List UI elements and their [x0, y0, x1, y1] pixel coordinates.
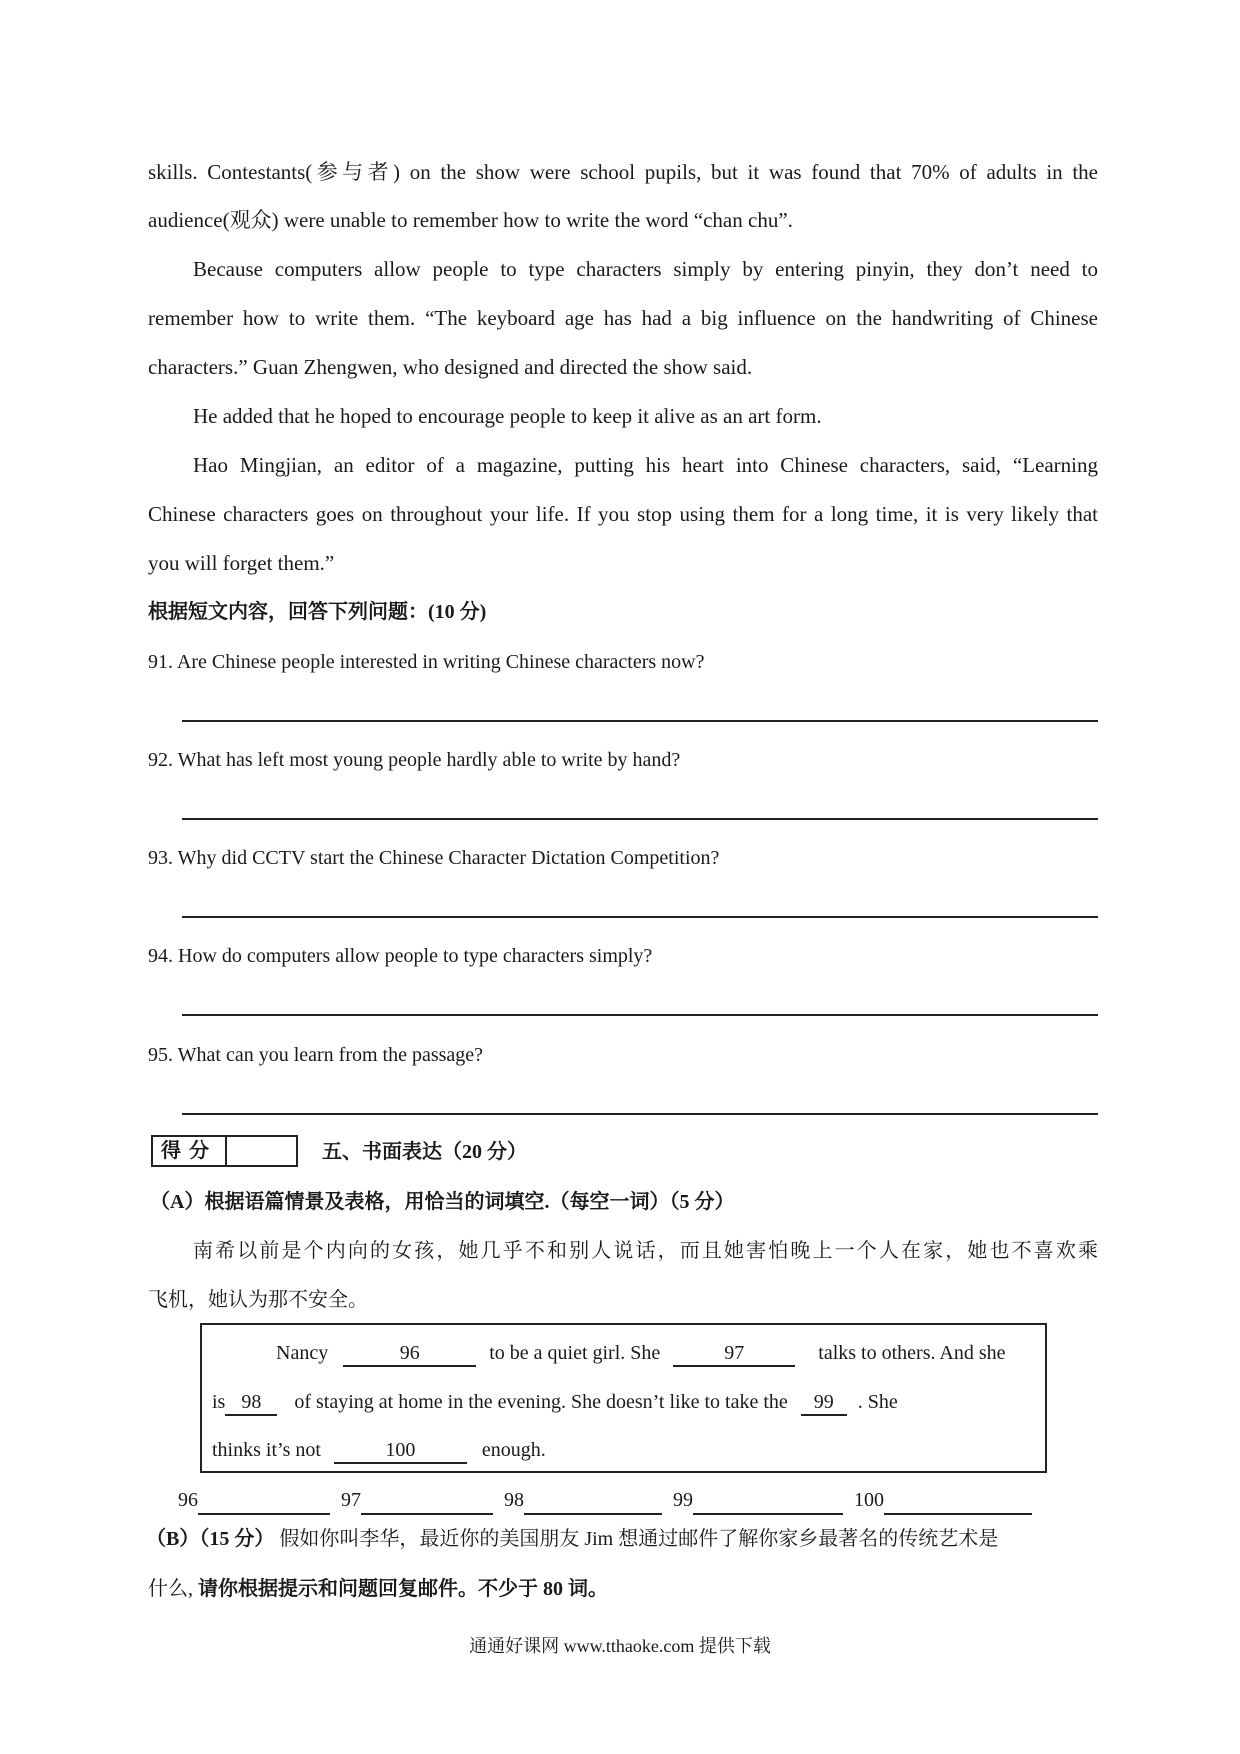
section-title: 五、书面表达（20 分） — [322, 1141, 527, 1163]
passage-line-6: He added that he hoped to encourage people to keep it alive as an art form. — [193, 404, 822, 428]
answer-label-100: 100 — [854, 1489, 884, 1511]
score-blank[interactable] — [225, 1137, 296, 1165]
question-91: 91. Are Chinese people interested in writing Chinese characters now? — [148, 651, 705, 673]
part-b-prefix: （B）（15 分） — [146, 1528, 275, 1550]
answer-line-93[interactable] — [182, 916, 1098, 918]
part-b-line-2 — [148, 1574, 1098, 1604]
passage-line-1: skills. Contestants(参与者) on the show were school pupils, but it was found that 70% of adults in the — [148, 160, 1098, 184]
blank-100[interactable]: 100 — [334, 1438, 467, 1464]
fill-line-1 — [276, 1338, 1006, 1368]
blank-96[interactable]: 96 — [343, 1341, 476, 1367]
fill-text: enough. — [481, 1439, 546, 1461]
answer-blank-96[interactable] — [198, 1491, 330, 1515]
passage-line-3: Because computers allow people to type characters simply by entering pinyin, they don’t need to — [193, 257, 1098, 281]
part-b-text-2b: 请你根据提示和问题回复邮件。不少于 80 词。 — [198, 1578, 608, 1600]
score-label: 得分 — [153, 1137, 227, 1165]
answer-blank-99[interactable] — [693, 1491, 843, 1515]
answer-line-95[interactable] — [182, 1113, 1098, 1115]
part-b-line-1 — [146, 1524, 1096, 1554]
blank-99[interactable]: 99 — [801, 1390, 847, 1416]
fill-line-2 — [212, 1387, 898, 1417]
passage-line-4: remember how to write them. “The keyboard age has had a big influence on the handwriting of Chinese — [148, 306, 1098, 330]
questions-heading: 根据短文内容，回答下列问题：(10 分) — [148, 601, 487, 623]
fill-text: talks to others. And she — [818, 1342, 1006, 1364]
part-a-chinese-line-1: 南希以前是个内向的女孩，她几乎不和别人说话，而且她害怕晚上一个人在家，她也不喜欢乘 — [193, 1240, 1098, 1262]
question-93: 93. Why did CCTV start the Chinese Character Dictation Competition? — [148, 847, 720, 869]
answer-line-94[interactable] — [182, 1014, 1098, 1016]
blank-97[interactable]: 97 — [673, 1341, 795, 1367]
answer-line-91[interactable] — [182, 720, 1098, 722]
passage-line-8: Chinese characters goes on throughout your life. If you stop using them for a long time, it is very likely that — [148, 502, 1098, 526]
fill-text: thinks it’s not — [212, 1439, 321, 1461]
fill-text: . She — [857, 1391, 898, 1413]
passage-line-2: audience(观众) were unable to remember how to write the word “chan chu”. — [148, 208, 793, 232]
question-95: 95. What can you learn from the passage? — [148, 1044, 484, 1066]
answer-line-92[interactable] — [182, 818, 1098, 820]
blank-98[interactable]: 98 — [225, 1390, 277, 1416]
part-b-text-2a: 什么, — [148, 1578, 193, 1600]
score-box — [151, 1135, 298, 1167]
answer-label-99: 99 — [673, 1489, 693, 1511]
fill-in-box — [200, 1323, 1047, 1473]
answer-label-98: 98 — [504, 1489, 524, 1511]
fill-line-3 — [212, 1435, 546, 1465]
part-b-text-1: 假如你叫李华，最近你的美国朋友 Jim 想通过邮件了解你家乡最著名的传统艺术是 — [279, 1528, 999, 1550]
part-a-chinese-line-2: 飞机，她认为那不安全。 — [148, 1289, 368, 1311]
answer-blank-98[interactable] — [524, 1491, 662, 1515]
fill-text: is — [212, 1391, 226, 1413]
question-92: 92. What has left most young people hardly able to write by hand? — [148, 749, 681, 771]
fill-text: Nancy — [276, 1342, 329, 1364]
answer-blank-100[interactable] — [884, 1491, 1032, 1515]
answer-blank-97[interactable] — [361, 1491, 493, 1515]
answer-label-97: 97 — [341, 1489, 361, 1511]
passage-line-9: you will forget them.” — [148, 551, 335, 575]
question-94: 94. How do computers allow people to type characters simply? — [148, 945, 653, 967]
fill-text: of staying at home in the evening. She doesn’t like to take the — [294, 1391, 788, 1413]
fill-text: to be a quiet girl. She — [489, 1342, 661, 1364]
passage-line-7: Hao Mingjian, an editor of a magazine, putting his heart into Chinese characters, said, “Learning — [193, 453, 1098, 477]
page-footer: 通通好课网 www.tthaoke.com 提供下载 — [469, 1636, 771, 1656]
answer-row — [178, 1485, 1038, 1515]
answer-label-96: 96 — [178, 1489, 198, 1511]
part-a-instruction: （A）根据语篇情景及表格，用恰当的词填空.（每空一词）（5 分） — [150, 1191, 735, 1213]
passage-line-5: characters.” Guan Zhengwen, who designed and directed the show said. — [148, 355, 753, 379]
